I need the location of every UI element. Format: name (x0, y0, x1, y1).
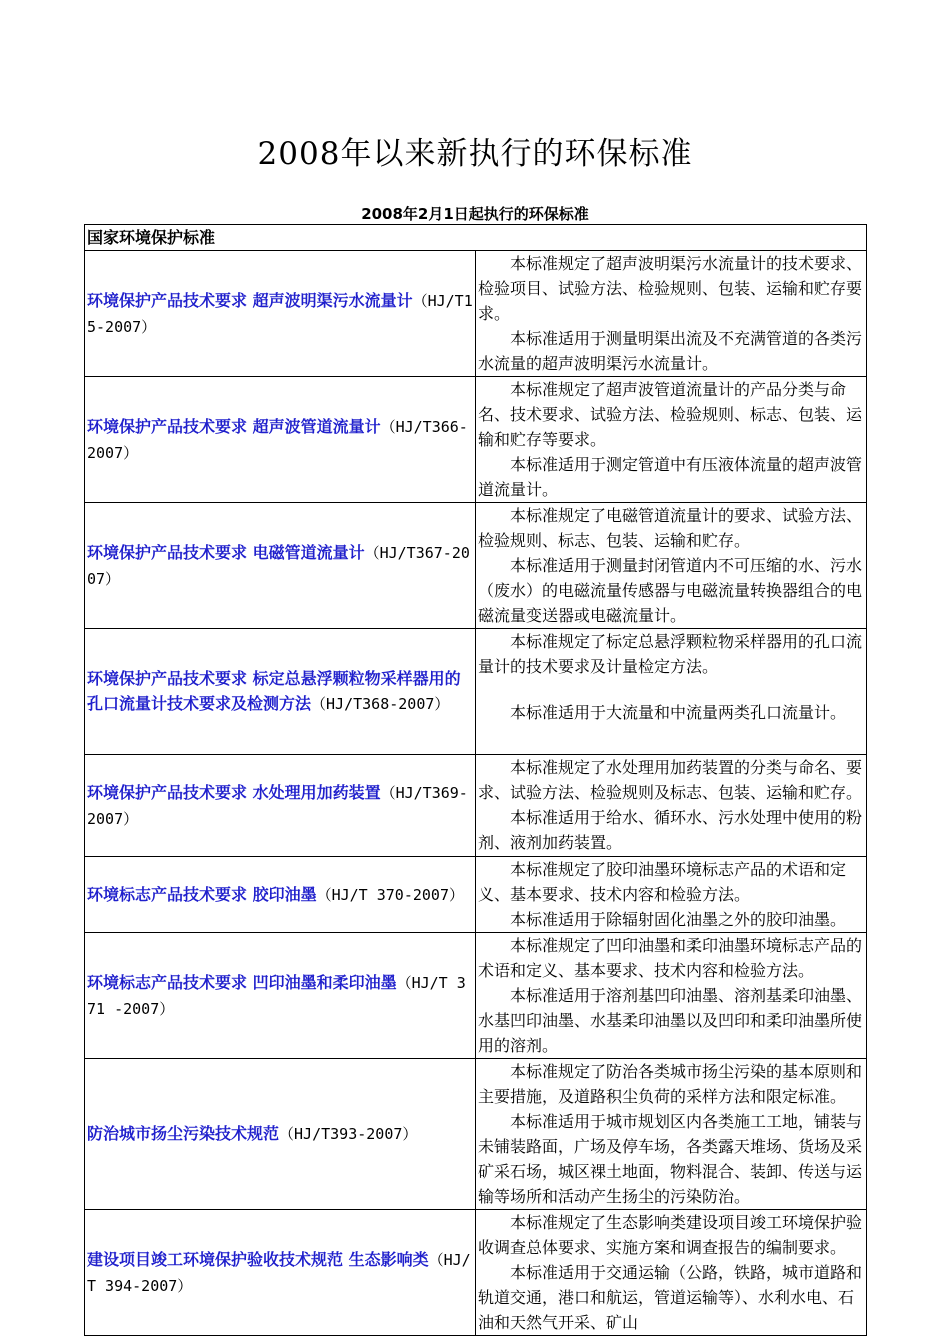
table-row (85, 1210, 867, 1336)
scope-text: 本标准规定了标定总悬浮颗粒物采样器用的孔口流量计的技术要求及计量检定方法。 (478, 632, 863, 676)
standard-name: 环境标志产品技术要求 凹印油墨和柔印油墨 (87, 972, 397, 992)
standard-cell (85, 251, 476, 377)
section-header: 国家环境保护标准 (85, 225, 867, 251)
table-row (85, 503, 867, 629)
standard-code: （HJ/T 371 -2007） (87, 973, 466, 1018)
standard-description (476, 857, 867, 933)
scope-text: 本标准规定了超声波明渠污水流量计的技术要求、检验项目、试验方法、检验规则、包装、运输和贮存要求。 (478, 254, 863, 323)
standards-table (84, 224, 867, 1336)
standard-code: （HJ/T366-2007） (87, 417, 468, 462)
standard-code: （HJ/T367-2007） (87, 543, 470, 588)
applicability-text: 本标准适用于给水、循环水、污水处理中使用的粉剂、液剂加药装置。 (478, 808, 863, 852)
standard-code: （HJ/T368-2007） (311, 695, 450, 713)
standard-cell (85, 933, 476, 1059)
table-row (85, 1059, 867, 1210)
standard-cell (85, 1210, 476, 1336)
standard-cell (85, 503, 476, 629)
applicability-text: 本标准适用于除辐射固化油墨之外的胶印油墨。 (510, 910, 847, 929)
section-subtitle: 2008年2月1日起执行的环保标准 (361, 205, 589, 223)
scope-text: 本标准规定了水处理用加药装置的分类与命名、要求、试验方法、检验规则及标志、包装、运输和贮存。 (478, 758, 863, 802)
standard-code: （HJ/T15-2007） (87, 291, 473, 336)
table-row (85, 755, 867, 857)
standard-name: 环境保护产品技术要求 电磁管道流量计 (87, 542, 365, 562)
table-row (85, 857, 867, 933)
standard-code: （HJ/T369-2007） (87, 783, 468, 828)
standard-name: 环境保护产品技术要求 标定总悬浮颗粒物采样器用的孔口流量计技术要求及检测方法 (87, 669, 461, 713)
standard-description (476, 629, 867, 755)
applicability-text: 本标准适用于交通运输（公路，铁路，城市道路和轨道交通，港口和航运，管道运输等）、水利水电、石油和天然气开采、矿山 (478, 1263, 863, 1332)
applicability-text: 本标准适用于城市规划区内各类施工工地，铺装与未铺装路面，广场及停车场，各类露天堆场、货场及采矿采石场，城区裸土地面，物料混合、装卸、传送与运输等场所和活动产生扬尘的污染防治。 (478, 1112, 863, 1206)
standard-name: 环境保护产品技术要求 水处理用加药装置 (87, 782, 381, 802)
standard-description (476, 377, 867, 503)
standard-cell (85, 629, 476, 755)
standard-description (476, 933, 867, 1059)
applicability-text: 本标准适用于测定管道中有压液体流量的超声波管道流量计。 (478, 455, 863, 499)
applicability-text: 本标准适用于溶剂基凹印油墨、溶剂基柔印油墨、水基凹印油墨、水基柔印油墨以及凹印和柔印油墨所使用的溶剂。 (478, 986, 863, 1055)
standard-description (476, 1059, 867, 1210)
scope-text: 本标准规定了生态影响类建设项目竣工环境保护验收调查总体要求、实施方案和调查报告的编制要求。 (478, 1213, 863, 1257)
standard-description (476, 755, 867, 857)
page-title: 2008年以来新执行的环保标准 (257, 136, 693, 172)
scope-text: 本标准规定了凹印油墨和柔印油墨环境标志产品的术语和定义、基本要求、技术内容和检验方法。 (478, 936, 863, 980)
standard-code: （HJ/T 370-2007） (316, 885, 464, 904)
standard-name: 环境保护产品技术要求 超声波明渠污水流量计 (87, 290, 413, 310)
standard-description (476, 1210, 867, 1336)
table-row (85, 377, 867, 503)
standard-cell (85, 1059, 476, 1210)
scope-text: 本标准规定了胶印油墨环境标志产品的术语和定义、基本要求、技术内容和检验方法。 (478, 860, 847, 904)
scope-text: 本标准规定了超声波管道流量计的产品分类与命名、技术要求、试验方法、检验规则、标志、包装、运输和贮存等要求。 (478, 380, 863, 449)
applicability-text: 本标准适用于测量封闭管道内不可压缩的水、污水（废水）的电磁流量传感器与电磁流量转换器组合的电磁流量变送器或电磁流量计。 (478, 556, 863, 625)
standard-cell (85, 857, 476, 933)
table-header-row (85, 225, 867, 251)
standard-code: （HJ/T393-2007） (279, 1125, 418, 1143)
standard-description (476, 251, 867, 377)
standard-name: 环境保护产品技术要求 超声波管道流量计 (87, 416, 381, 436)
scope-text: 本标准规定了防治各类城市扬尘污染的基本原则和主要措施，及道路积尘负荷的采样方法和限定标准。 (478, 1062, 863, 1106)
standard-name: 环境标志产品技术要求 胶印油墨 (87, 884, 317, 904)
standard-code: （HJ/T 394-2007） (87, 1250, 471, 1295)
table-row (85, 933, 867, 1059)
table-row (85, 629, 867, 755)
standard-cell (85, 377, 476, 503)
standard-name: 防治城市扬尘污染技术规范 (87, 1124, 280, 1143)
standard-description (476, 503, 867, 629)
scope-text: 本标准规定了电磁管道流量计的要求、试验方法、检验规则、标志、包装、运输和贮存。 (478, 506, 863, 550)
standard-name: 建设项目竣工环境保护验收技术规范 生态影响类 (87, 1249, 429, 1269)
applicability-text: 本标准适用于大流量和中流量两类孔口流量计。 (510, 703, 847, 722)
applicability-text: 本标准适用于测量明渠出流及不充满管道的各类污水流量的超声波明渠污水流量计。 (478, 329, 863, 373)
standard-cell (85, 755, 476, 857)
table-row (85, 251, 867, 377)
